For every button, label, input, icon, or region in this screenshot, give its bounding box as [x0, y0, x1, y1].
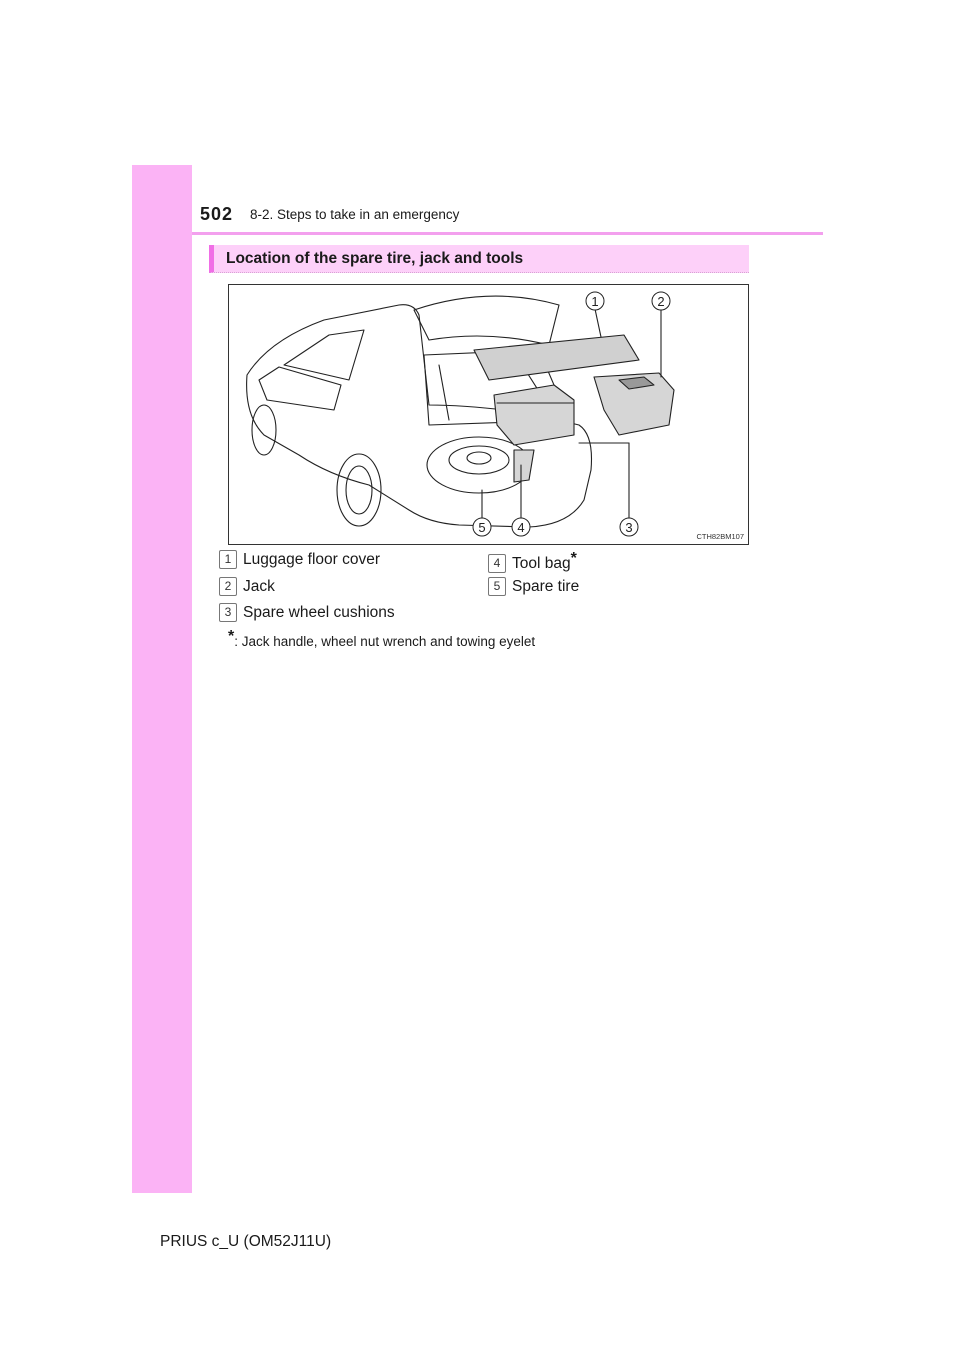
callout-2: 2 [657, 294, 665, 309]
legend-item-3 [219, 603, 395, 622]
legend-label: Luggage floor cover [243, 551, 381, 568]
legend-label: Jack [243, 578, 275, 595]
figure-code: CTH82BM107 [696, 532, 744, 541]
legend-number: 5 [488, 577, 506, 596]
footnote-star: * [228, 628, 235, 645]
legend-label: Spare tire [512, 578, 580, 595]
header-rule [192, 232, 823, 235]
cushion-tray-shape [494, 385, 574, 445]
car-illustration [229, 285, 749, 545]
legend-item-4 [488, 550, 577, 573]
page-number: 502 [200, 204, 234, 224]
legend-number: 2 [219, 577, 237, 596]
legend-number: 1 [219, 550, 237, 569]
front-wheel [252, 405, 276, 455]
legend-star: * [570, 550, 577, 567]
footnote [228, 628, 535, 649]
figure-car-trunk [228, 284, 749, 545]
footer-model: PRIUS c_U (OM52J11U) [160, 1233, 332, 1250]
heading-bar [209, 245, 749, 273]
legend-item-5 [488, 577, 579, 596]
legend-number: 3 [219, 603, 237, 622]
legend-item-2 [219, 577, 275, 596]
legend-label: Spare wheel cushions [243, 604, 395, 621]
rear-wheel [337, 454, 381, 526]
legend-item-1 [219, 550, 380, 569]
side-band [132, 165, 192, 1193]
callout-3: 3 [625, 520, 633, 535]
heading-text: Location of the spare tire, jack and tools [226, 250, 524, 267]
footnote-text: : Jack handle, wheel nut wrench and towing eyelet [234, 634, 536, 649]
car-window-front [259, 367, 341, 410]
floor-cover-shape [474, 335, 639, 380]
section-title: 8-2. Steps to take in an emergency [250, 207, 460, 222]
tailgate [414, 296, 559, 345]
tool-bag-shape [514, 450, 534, 482]
callout-4: 4 [517, 520, 525, 535]
legend-label: Tool bag [512, 555, 571, 572]
callout-1: 1 [591, 294, 599, 309]
callout-5: 5 [478, 520, 486, 535]
legend-number: 4 [488, 554, 506, 573]
